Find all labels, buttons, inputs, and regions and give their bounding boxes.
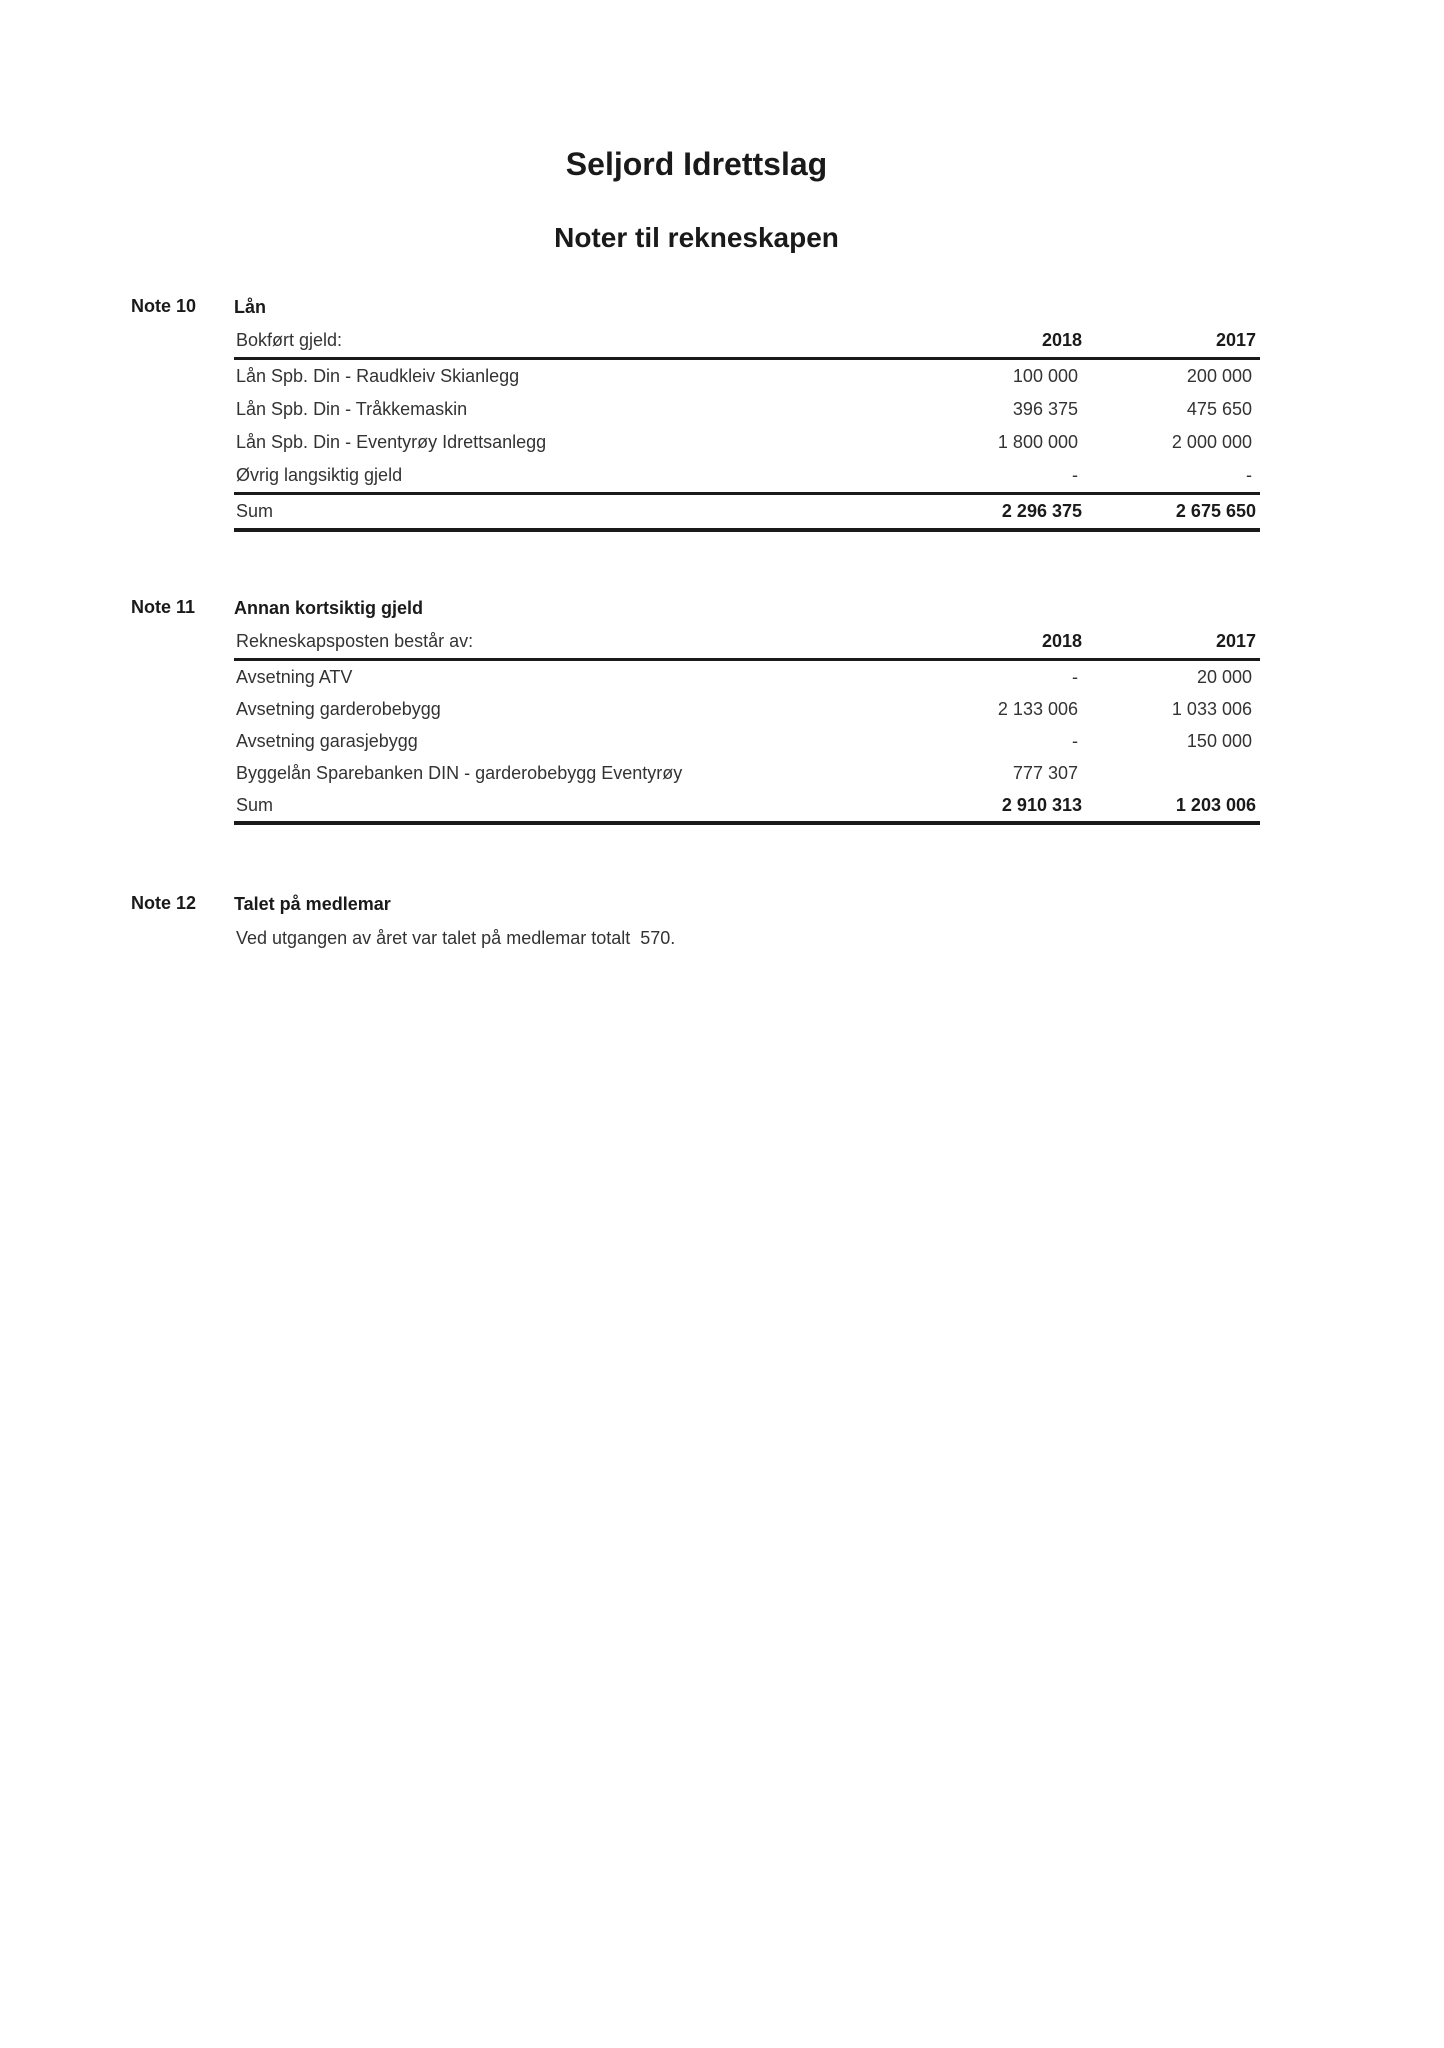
table-row <box>234 693 1260 725</box>
table-row <box>234 757 1260 789</box>
row-value-2018: - <box>1072 666 1078 687</box>
column-header-2018: 2018 <box>1041 330 1082 350</box>
sum-value-2017: 1 203 006 <box>1175 794 1256 815</box>
note-12-label: Note 12 <box>131 893 197 913</box>
row-value-2018: 777 307 <box>1012 762 1078 783</box>
table-row <box>234 725 1260 757</box>
row-value-2018: 100 000 <box>1012 366 1078 386</box>
row-label: Avsetning ATV <box>236 666 353 687</box>
note-10 <box>234 290 1260 532</box>
document-title: Seljord Idrettslag <box>565 146 828 182</box>
row-value-2017: 150 000 <box>1186 730 1252 751</box>
note-12-text: Ved utgangen av året var talet på medlemar totalt 570. <box>236 928 676 948</box>
table-header-label: Bokført gjeld: <box>236 330 343 350</box>
sum-label: Sum <box>236 501 274 521</box>
row-value-2018: 1 800 000 <box>997 432 1078 452</box>
note-10-table-header <box>234 324 1260 360</box>
row-value-2017: 20 000 <box>1196 666 1252 687</box>
row-value-2018: 2 133 006 <box>997 698 1078 719</box>
table-row <box>234 661 1260 693</box>
note-11-table-header <box>234 625 1260 661</box>
column-header-2017: 2017 <box>1215 330 1256 350</box>
table-sum-row <box>234 789 1260 825</box>
sum-value-2017: 2 675 650 <box>1175 501 1256 521</box>
row-value-2017: 475 650 <box>1186 399 1252 419</box>
table-row <box>234 360 1260 393</box>
row-value-2018: - <box>1072 465 1078 485</box>
row-value-2017: 2 000 000 <box>1171 432 1252 452</box>
row-label: Avsetning garderobebygg <box>236 698 441 719</box>
sum-value-2018: 2 296 375 <box>1001 501 1082 521</box>
row-label: Avsetning garasjebygg <box>236 730 418 751</box>
table-header-label: Rekneskapsposten består av: <box>236 631 474 651</box>
row-value-2018: - <box>1072 730 1078 751</box>
table-sum-row <box>234 495 1260 532</box>
note-10-label: Note 10 <box>131 296 197 316</box>
row-label: Lån Spb. Din - Tråkkemaskin <box>236 399 468 419</box>
note-11-heading: Annan kortsiktig gjeld <box>234 598 424 618</box>
note-12 <box>234 887 1260 955</box>
row-label: Øvrig langsiktig gjeld <box>236 465 403 485</box>
sum-label: Sum <box>236 794 274 815</box>
sum-value-2018: 2 910 313 <box>1001 794 1082 815</box>
column-header-2017: 2017 <box>1215 631 1256 651</box>
table-row <box>234 426 1260 459</box>
row-value-2018: 396 375 <box>1012 399 1078 419</box>
row-label: Lån Spb. Din - Raudkleiv Skianlegg <box>236 366 520 386</box>
document-subtitle: Noter til rekneskapen <box>554 222 839 253</box>
note-12-heading: Talet på medlemar <box>234 894 391 914</box>
row-value-2017: - <box>1246 465 1252 485</box>
column-header-2018: 2018 <box>1041 631 1082 651</box>
row-label: Lån Spb. Din - Eventyrøy Idrettsanlegg <box>236 432 547 452</box>
row-label: Byggelån Sparebanken DIN - garderobebygg Eventyrøy <box>236 762 683 783</box>
table-row <box>234 459 1260 495</box>
note-11 <box>234 591 1260 825</box>
table-row <box>234 393 1260 426</box>
note-11-label: Note 11 <box>131 597 196 617</box>
row-value-2017: 1 033 006 <box>1171 698 1252 719</box>
note-10-heading: Lån <box>234 297 267 317</box>
row-value-2017: 200 000 <box>1186 366 1252 386</box>
